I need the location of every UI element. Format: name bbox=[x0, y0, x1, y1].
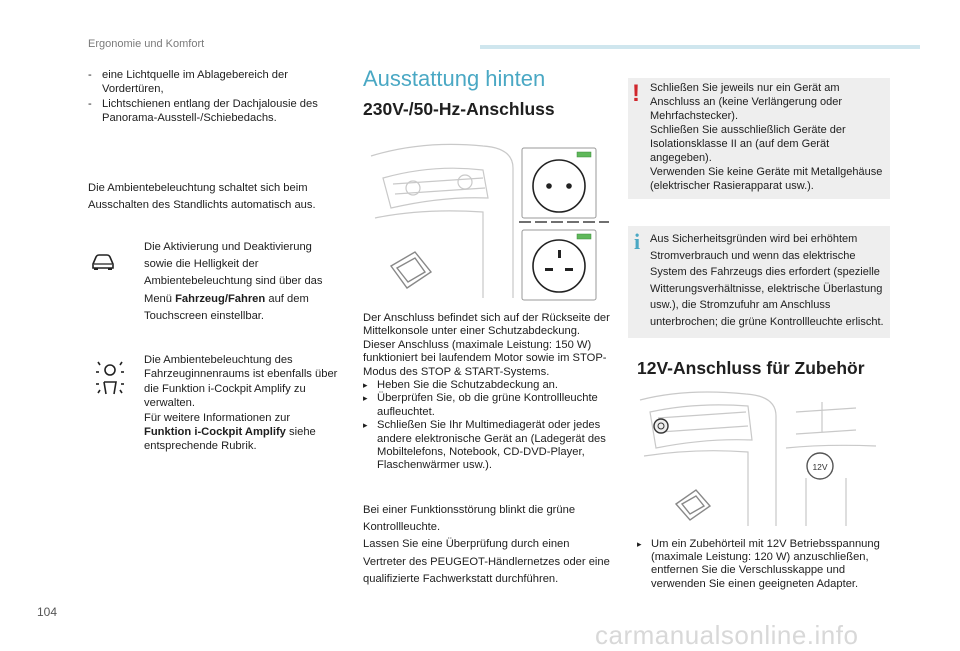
auto-off-paragraph: Die Ambientebeleuchtung schaltet sich beim Ausschalten des Standlichts automatisch aus. bbox=[88, 182, 316, 211]
person-amplify-icon bbox=[92, 358, 128, 403]
page-title: Ausstattung hinten bbox=[363, 66, 546, 91]
page-number: 104 bbox=[37, 605, 58, 619]
info-notice: i Aus Sicherheitsgründen wird bei erhöhtem Stromverbrauch und wenn das elektrische System des Fahrzeugs dies erfordert (spezielle Witterungsverhältnisse, elektrische Überlastung usw.), die Stromzufuhr am Anschluss unterbrochen; die grüne Kontrollleuchte erlischt. bbox=[628, 226, 890, 338]
step-item: ▸ Überprüfen Sie, ob die grüne Kontrollleuchte aufleuchtet. bbox=[363, 392, 615, 419]
rear-console-12v-illustration bbox=[636, 388, 886, 528]
malfunction-paragraph: Bei einer Funktionsstörung blinkt die grüne Kontrollleuchte. Lassen Sie eine Überprüfung durch einen Vertreter des PEUGEOT-Händlernetzes oder eine qualifizierte Fachwerkstatt durchführen. bbox=[363, 504, 610, 585]
info-icon: i bbox=[634, 229, 641, 254]
12v-instructions bbox=[637, 538, 889, 591]
section-title: Ergonomie und Komfort bbox=[88, 38, 205, 50]
step-item: ▸ Um ein Zubehörteil mit 12V Betriebsspannung (maximale Leistung: 120 W) anzuschließen, entfernen Sie die Verschlusskappe und verwenden Sie einen geeigneten Adapter. bbox=[637, 538, 889, 591]
list-item: - eine Lichtquelle im Ablagebereich der Vordertüren, bbox=[88, 68, 346, 97]
list-item: - Lichtschienen entlang der Dachjalousie des Panorama-Ausstell-/Schiebedachs. bbox=[88, 97, 346, 126]
menu-path-vehicle: Fahrzeug bbox=[175, 292, 225, 305]
warning-notice: ! Schließen Sie jeweils nur ein Gerät am Anschluss an (keine Verlängerung oder Mehrfachstecker). Schließen Sie ausschließlich Geräte der Isolationsklasse II an (auf dem Gerät angegeben). Verwenden Sie keine Geräte mit Metallgehäuse (elektrischer Rasierapparat usw.). bbox=[628, 78, 890, 199]
12v-socket-label: 12V bbox=[812, 462, 828, 472]
section-heading-12v: 12V-Anschluss für Zubehör bbox=[637, 358, 865, 378]
230v-description: Der Anschluss befindet sich auf der Rückseite der Mittelkonsole unter einer Schutzabdeckung. Dieser Anschluss (maximale Leistung: 150 W) funktioniert bei laufendem Motor sowie im STOP-Modus des STOP & START-Systems. ▸ Heben Sie die Schutzabdeckung an. ▸ Überprüfen Sie, ob die grüne Kontrollleuchte aufleuchtet. ▸ Schließen Sie Ihr Multimediagerät oder jedes andere elektronische Gerät an (Ladegerät des Mobiltelefons, Notebook, CD-DVD-Player, Flaschenwärmer usw.). bbox=[363, 312, 615, 473]
dash-list-block bbox=[88, 68, 346, 126]
watermark: carmanualsonline.info bbox=[595, 620, 859, 650]
amplify-link-text: Funktion i-Cockpit Amplify bbox=[144, 426, 286, 439]
header-bar bbox=[480, 45, 920, 49]
activation-paragraph: Die Aktivierung und Deaktivierung sowie die Helligkeit der Ambientebeleuchtung sind über das Menü Fahrzeug/Fahren auf dem Touchscreen einstellbar. bbox=[144, 241, 323, 322]
step-item: ▸ Schließen Sie Ihr Multimediagerät oder jedes andere elektronische Gerät an (Ladegerät des Mobiltelefons, Notebook, CD-DVD-Player, Flaschenwärmer usw.). bbox=[363, 419, 615, 473]
menu-path-drive: Fahren bbox=[227, 292, 266, 305]
step-item: ▸ Heben Sie die Schutzabdeckung an. bbox=[363, 379, 615, 392]
section-heading-230v: 230V-/50-Hz-Anschluss bbox=[363, 99, 555, 119]
amplify-paragraph: Die Ambientebeleuchtung des Fahrzeuginnenraums ist ebenfalls über die Funktion i-Cockpit Amplify zu verwalten. Für weitere Informationen zur Funktion i-Cockpit Amplify siehe entsprechende Rubrik. bbox=[144, 354, 338, 453]
car-icon bbox=[90, 253, 116, 276]
warning-icon: ! bbox=[632, 80, 640, 107]
rear-console-230v-illustration bbox=[363, 138, 613, 303]
